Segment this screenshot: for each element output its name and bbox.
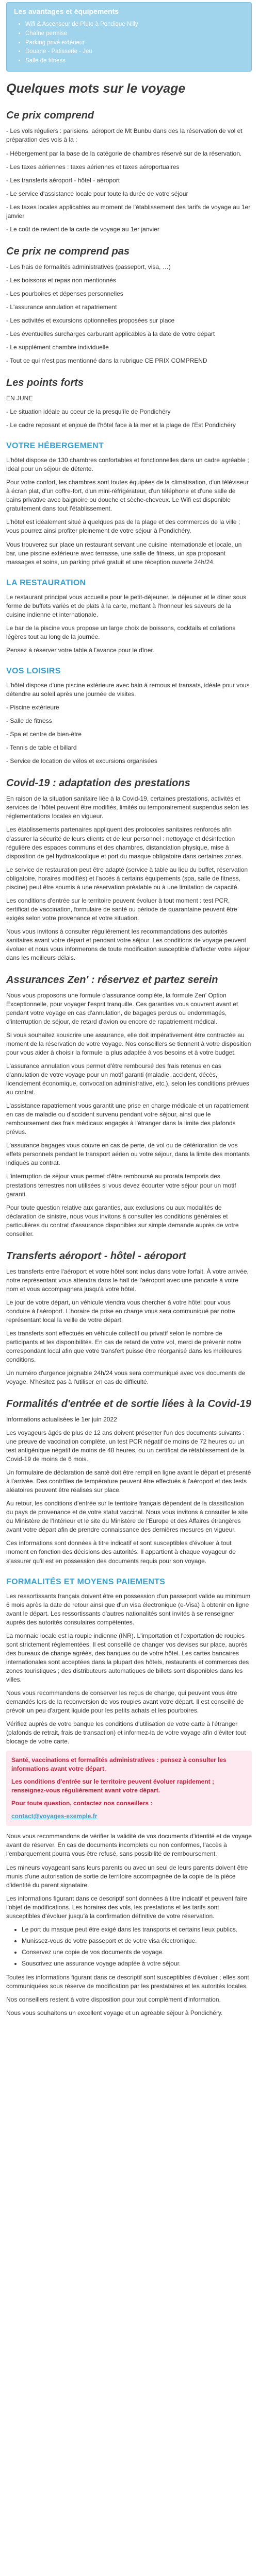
- closing-final: Toutes les informations figurant dans ce descriptif sont susceptibles d'évoluer ; elles sont communiquées sous réserve de modification par les prestataires et les autorités locales.: [6, 1973, 249, 1990]
- closing-bullets: [6, 1925, 252, 1968]
- closing-paragraph: Les informations figurant dans ce descriptif sont données à titre indicatif et peuvent faire l'objet de modifications. Les horaires des vols, les prestations et les tarifs sont susceptibles d'évoluer jusqu'à la confirmation définitive de votre réservation.: [6, 1894, 247, 1920]
- section-paragraph: L'hôtel dispose de 130 chambres confortables et fonctionnelles dans un cadre agréable ; idéal pour un séjour de détente.: [6, 456, 249, 473]
- page-title: Quelques mots sur le voyage: [6, 81, 186, 96]
- section-heading: Transferts aéroport - hôtel - aéroport: [6, 1250, 186, 1262]
- section-paragraph: - Les taxes aériennes : taxes aériennes et taxes aéroportuaires: [6, 163, 180, 171]
- amenities-title: Les avantages et équipements: [14, 7, 119, 15]
- closing-paragraph: Nous vous recommandons de vérifier la validité de vos documents d'identité et de voyage avant de réserver. En cas de documents incomplets ou non conformes, l'accès à l'embarquement pourra vous être refusé, sans possibilité de remboursement.: [6, 1833, 252, 1858]
- section-paragraph: - Les vols réguliers : parisiens, aéroport de Mt Bunbu dans des la réservation de vol et préparation des vols à la :: [6, 127, 243, 144]
- section-paragraph: - Spa et centre de bien-être: [6, 731, 82, 738]
- section-paragraph: Le restaurant principal vous accueille pour le petit-déjeuner, le déjeuner et le dîner sous forme de buffets variés et de plats à la carte, mettant à l'honneur les saveurs de la cuisine indienne et internationale.: [6, 593, 246, 618]
- section-paragraph: - Tout ce qui n'est pas mentionné dans la rubrique CE PRIX COMPREND: [6, 357, 207, 364]
- content-section: [6, 666, 252, 766]
- section-paragraph: Au retour, les conditions d'entrée sur le territoire français dépendent de la classification du pays de provenance et de votre statut vaccinal. Nous vous invitons à consulter le site du Ministère de l'Intérieur et le site du Ministère de l'Europe et des Affaires étrangères avant votre départ afin de prendre connaissance des dernières mesures en vigueur.: [6, 1500, 248, 1534]
- section-paragraph: - Les boissons et repas non mentionnés: [6, 276, 116, 284]
- section-paragraph: L'assistance rapatriement vous garantit une prise en charge médicale et un rapatriement en cas de maladie ou d'accident survenu pendant votre séjour, ainsi que le remboursement des frais médicaux engagés à l'étranger dans la limite des plafonds prévus.: [6, 1102, 249, 1136]
- section-paragraph: - Les activités et excursions optionnelles proposées sur place: [6, 316, 175, 324]
- amenities-banner: [6, 2, 252, 72]
- section-paragraph: L'interruption de séjour vous permet d'être remboursé au prorata temporis des prestations terrestres non utilisées si vous devez écourter votre séjour pour un motif garanti.: [6, 1173, 236, 1198]
- section-paragraph: Vous trouverez sur place un restaurant servant une cuisine internationale et locale, un bar, une piscine extérieure avec terrasse, une salle de fitness, un spa proposant massages et soins, un parking privé gratuit et une réception ouverte 24h/24.: [6, 540, 242, 566]
- section-paragraph: - Service de location de vélos et excursions organisées: [6, 757, 157, 765]
- section-heading: Les points forts: [6, 377, 84, 388]
- section-heading: Ce prix comprend: [6, 110, 94, 122]
- section-paragraph: - Le supplément chambre individuelle: [6, 343, 109, 351]
- section-paragraph: Pensez à réserver votre table à l'avance pour le dîner.: [6, 646, 155, 654]
- bullet-item: • Munissez-vous de votre passeport et de votre visa électronique.: [22, 1937, 252, 1945]
- closing-paragraph: Les mineurs voyageant sans leurs parents ou avec un seul de leurs parents doivent être munis d'une autorisation de sortie de territoire accompagnée de la copie de la pièce d'identité du parent signataire.: [6, 1863, 248, 1889]
- section-paragraph: - Le service d'assistance locale pour toute la durée de votre séjour: [6, 190, 188, 197]
- section-heading: VOTRE HÉBERGEMENT: [6, 442, 104, 451]
- section-paragraph: Le bar de la piscine vous propose un large choix de boissons, cocktails et collations légères tout au long de la journée.: [6, 624, 236, 640]
- section-paragraph: La monnaie locale est la roupie indienne (INR). L'importation et l'exportation de roupies sont strictement réglementées. Il est conseillé de changer vos devises sur place, auprès des bureaux de change agréés, des banques ou de votre hôtel. Les cartes bancaires internationales sont acceptées dans la plupart des hôtels, restaurants et commerces des zones touristiques ; des distributeurs automatiques de billets sont disponibles dans les villes.: [6, 1632, 249, 1683]
- amenity-item: • Salle de fitness: [25, 57, 244, 66]
- section-paragraph: Un formulaire de déclaration de santé doit être rempli en ligne avant le départ et présenté à l'arrivée. Des contrôles de température peuvent être effectués à l'aéroport et des tests aléatoires peuvent être réalisés sur place.: [6, 1469, 251, 1494]
- section-paragraph: - Les transferts aéroport - hôtel - aéroport: [6, 176, 120, 184]
- closing-final: Nous vous souhaitons un excellent voyage et un agréable séjour à Pondichéry.: [6, 2009, 223, 2016]
- section-paragraph: - Hébergement par la base de la catégorie de chambres réservé sur de la réservation.: [6, 149, 242, 157]
- contact-email-link[interactable]: contact@voyages-exemple.fr: [11, 1812, 98, 1820]
- content-section: [6, 777, 252, 962]
- section-paragraph: Le jour de votre départ, un véhicule viendra vous chercher à votre hôtel pour vous conduire à l'aéroport. L'horaire de prise en charge vous sera communiqué par notre représentant local la veille de votre départ.: [6, 1298, 235, 1324]
- section-paragraph: - Piscine extérieure: [6, 704, 59, 711]
- section-paragraph: L'assurance annulation vous permet d'être remboursé des frais retenus en cas d'annulation de votre voyage pour un motif garanti (maladie, accident, décès, licenciement économique, convocation administrative, etc.), selon les conditions prévues au contrat.: [6, 1062, 249, 1096]
- section-heading: Formalités d'entrée et de sortie liées à la Covid-19: [6, 1398, 251, 1410]
- content-section: [6, 1398, 252, 1565]
- section-heading: Assurances Zen' : réservez et partez serein: [6, 974, 218, 986]
- section-heading: LA RESTAURATION: [6, 578, 86, 587]
- section-paragraph: Un numéro d'urgence joignable 24h/24 vous sera communiqué avec vos documents de voyage. N'hésitez pas à l'utiliser en cas de difficulté.: [6, 1369, 246, 1386]
- section-paragraph: - Salle de fitness: [6, 717, 52, 725]
- section-paragraph: - Les taxes locales applicables au moment de l'établissement des tarifs de voyage au 1er janvier: [6, 203, 251, 219]
- content-section: [6, 1577, 252, 1747]
- section-paragraph: Ces informations sont données à titre indicatif et sont susceptibles d'évoluer à tout moment en fonction des décisions des autorités. Il appartient à chaque voyageur de s'assurer qu'il est en possession des documents requis pour son voyage.: [6, 1539, 236, 1565]
- amenities-list: [14, 20, 244, 66]
- content-section: [6, 109, 252, 233]
- content-section: [6, 245, 252, 365]
- section-heading: Ce prix ne comprend pas: [6, 245, 130, 257]
- section-paragraph: Informations actualisées le 1er juin 2022: [6, 1416, 117, 1423]
- amenity-item: • Parking privé extérieur: [25, 39, 244, 48]
- section-paragraph: Les établissements partenaires appliquent des protocoles sanitaires renforcés afin d'assurer la sécurité de leurs clients et de leur personnel : nettoyage et désinfection régulière des espaces communs et des chambres, distanciation physique, mise à disposition de gel hydroalcoolique et port du masque obligatoire dans certaines zones.: [6, 826, 243, 860]
- info-callout: [6, 1751, 252, 1826]
- section-paragraph: Nous vous proposons une formule d'assurance complète, la formule Zen' Option Exceptionnelle, pour voyager l'esprit tranquille. Ces garanties vous couvrent avant et pendant votre voyage en cas d'annulation, de bagages perdus ou endommagés, d'interruption de séjour, de retard d'avion ou encore de rapatriement médical.: [6, 991, 238, 1025]
- bullet-item: • Conservez une copie de vos documents de voyage.: [22, 1948, 252, 1957]
- section-paragraph: Les transferts sont effectués en véhicule collectif ou privatif selon le nombre de participants et les disponibilités. En cas de retard de votre vol, merci de prévenir notre correspondant local afin que votre transfert puisse être réorganisé dans les meilleures conditions.: [6, 1329, 242, 1363]
- content-section: [6, 441, 252, 567]
- amenity-item: • Douane - Patisserie - Jeu: [25, 47, 244, 57]
- section-paragraph: - Les éventuelles surcharges carburant applicables à la date de votre départ: [6, 330, 215, 337]
- section-paragraph: En raison de la situation sanitaire liée à la Covid-19, certaines prestations, activités et services de l'hôtel peuvent être modifiés, limités ou temporairement suspendus selon les réglementations locales en vigueur.: [6, 795, 249, 820]
- sections-container: [6, 109, 252, 1746]
- section-paragraph: Le service de restauration peut être adapté (service à table au lieu du buffet, réservation obligatoire, horaires modifiés) et l'accès à certains équipements (spa, salle de fitness, piscine) peut être soumis à une réservation préalable ou à une limitation de capacité.: [6, 866, 248, 891]
- section-paragraph: Nous vous recommandons de conserver les reçus de change, qui peuvent vous être demandés lors de la reconversion de vos roupies avant votre départ. Il est conseillé de prévoir un peu d'argent liquide pour les petits achats et les pourboires.: [6, 1689, 244, 1715]
- bullet-item: • Souscrivez une assurance voyage adaptée à votre séjour.: [22, 1959, 252, 1968]
- section-paragraph: L'assurance bagages vous couvre en cas de perte, de vol ou de détérioration de vos effets personnels pendant le transport aérien ou votre séjour, dans la limite des montants indiqués au contrat.: [6, 1142, 250, 1167]
- section-paragraph: Les ressortissants français doivent être en possession d'un passeport valide au minimum 6 mois après la date de retour ainsi que d'un visa électronique (e-Visa) à obtenir en ligne avant le départ. Les ressortissants d'autres nationalités sont invités à se renseigner auprès des autorités consulaires compétentes.: [6, 1592, 251, 1626]
- section-paragraph: - Le cadre reposant et enjoué de l'hôtel face à la mer et la plage de l'Est Pondichéry: [6, 421, 236, 429]
- content-section: [6, 1250, 252, 1386]
- section-paragraph: - Les pourboires et dépenses personnelles: [6, 290, 123, 297]
- section-paragraph: Nous vous invitons à consulter régulièrement les recommandations des autorités sanitaires avant votre départ et pendant votre séjour. Les conditions de voyage peuvent évoluer et nous vous informerons de toute modification susceptible d'affecter votre séjour dans les meilleurs délais.: [6, 927, 250, 961]
- section-paragraph: - L'assurance annulation et rapatriement: [6, 303, 117, 311]
- section-paragraph: L'hôtel dispose d'une piscine extérieure avec bain à remous et transats, idéale pour vous détendre au soleil après une journée de visites.: [6, 682, 250, 698]
- callout-line: Pour toute question, contactez nos conseillers :: [11, 1800, 153, 1807]
- section-paragraph: Pour toute question relative aux garanties, aux exclusions ou aux modalités de déclaration de sinistre, nous vous invitons à consulter les conditions générales et particulières du contrat d'assurance disponibles sur simple demande auprès de votre conseiller.: [6, 1204, 239, 1238]
- section-paragraph: EN JUNE: [6, 394, 33, 402]
- section-paragraph: Pour votre confort, les chambres sont toutes équipées de la climatisation, d'un téléviseur à écran plat, d'un coffre-fort, d'un mini-réfrigérateur, d'un téléphone et d'une salle de bains privative avec baignoire ou douche et sèche-cheveux. Le Wifi est disponible gratuitement dans tout l'établissement.: [6, 479, 249, 513]
- section-paragraph: Les conditions d'entrée sur le territoire peuvent évoluer à tout moment : test PCR, certificat de vaccination, formulaire de santé ou période de quarantaine peuvent être exigés selon votre provenance et votre situation.: [6, 896, 237, 922]
- callout-line: Santé, vaccinations et formalités administratives : pensez à consulter les informations avant votre départ.: [11, 1756, 227, 1773]
- bullet-item: • Le port du masque peut être exigé dans les transports et certains lieux publics.: [22, 1925, 252, 1934]
- content-section: [6, 377, 252, 430]
- content-section: [6, 578, 252, 655]
- section-heading: FORMALITÉS ET MOYENS PAIEMENTS: [6, 1577, 166, 1586]
- amenity-item: • Chaîne permise: [25, 29, 244, 39]
- section-paragraph: Les voyageurs âgés de plus de 12 ans doivent présenter l'un des documents suivants : une preuve de vaccination complète, un test PCR négatif de moins de 72 heures ou un test antigénique négatif de moins de 48 heures, ou un certificat de rétablissement de la Covid-19 de moins de 6 mois.: [6, 1429, 245, 1463]
- callout-line: Les conditions d'entrée sur le territoire peuvent évoluer rapidement ; renseignez-vous régulièrement avant votre départ.: [11, 1778, 214, 1794]
- content-section: [6, 974, 252, 1239]
- section-paragraph: - Le situation idéale au coeur de la presqu'île de Pondichéry: [6, 408, 171, 415]
- section-paragraph: - Tennis de table et billard: [6, 744, 77, 752]
- section-heading: Covid-19 : adaptation des prestations: [6, 777, 190, 789]
- section-paragraph: Si vous souhaitez souscrire une assurance, elle doit impérativement être contractée au moment de la réservation de votre voyage. Nos conseillers se tiennent à votre disposition pour vous aider à choisir la formule la plus adaptée à vos besoins et à votre budget.: [6, 1031, 251, 1057]
- closing-final: Nos conseillers restent à votre disposition pour tout complément d'information.: [6, 1995, 221, 2003]
- section-paragraph: Les transferts entre l'aéroport et votre hôtel sont inclus dans votre forfait. À votre arrivée, notre représentant vous attendra dans le hall de l'aéroport avec une pancarte à votre nom et vous accompagnera jusqu'à votre hôtel.: [6, 1267, 249, 1293]
- section-paragraph: L'hôtel est idéalement situé à quelques pas de la plage et des commerces de la ville ; vous pourrez ainsi profiter pleinement de votre séjour à Pondichéry.: [6, 518, 240, 535]
- section-paragraph: - Le coût de revient de la carte de voyage au 1er janvier: [6, 225, 159, 233]
- section-heading: VOS LOISIRS: [6, 666, 61, 675]
- amenity-item: • Wifi & Ascenseur de Pluto à Pondique Nilly: [25, 20, 244, 29]
- section-paragraph: Vérifiez auprès de votre banque les conditions d'utilisation de votre carte à l'étranger (plafonds de retrait, frais de transaction) et informez-la de votre voyage afin d'éviter tout blocage de votre carte.: [6, 1720, 246, 1745]
- closing-notes: [6, 1832, 252, 2018]
- section-paragraph: - Les frais de formalités administratives (passeport, visa, …): [6, 263, 171, 270]
